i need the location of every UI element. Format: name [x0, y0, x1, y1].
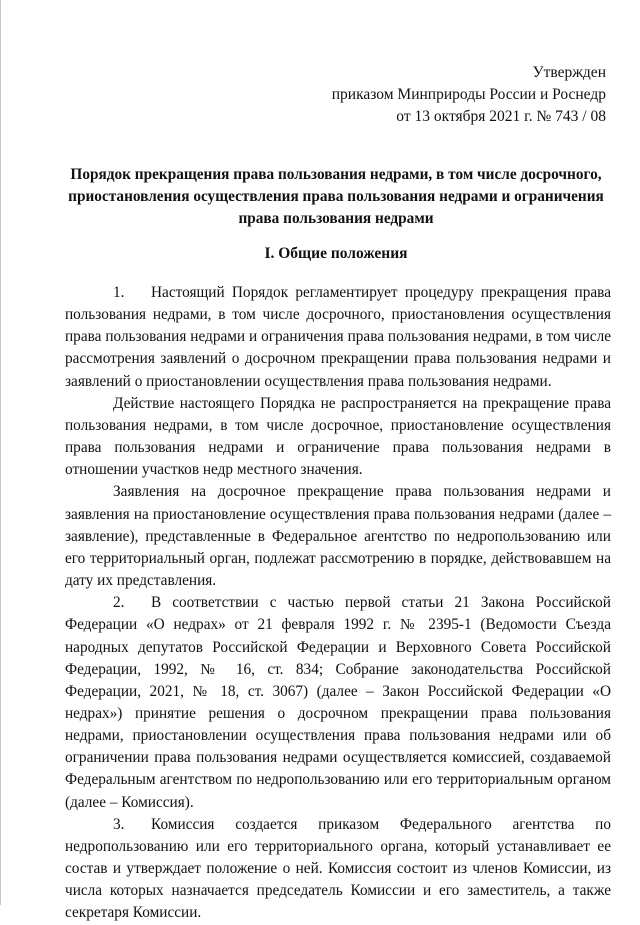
approval-line-order: приказом Минприроды России и Роснедр: [331, 86, 606, 103]
paragraph-1: [65, 282, 611, 393]
approval-stamp-block: [332, 62, 606, 128]
paragraph-number: 2.: [113, 594, 125, 612]
section-heading: I. Общие положения: [264, 245, 408, 262]
paragraph-1-continued-a: [65, 393, 611, 482]
paragraph-text: Заявления на досрочное прекращение права пользования недрами и заявления на приостановление осуществления права пользования недрами (далее – заявление), представленные в Федеральное агентство по недропользованию или его территориальный орган, подлежат рассмотрению в порядке, действовавшем на дату их представления.: [65, 483, 611, 590]
paragraph-text: Настоящий Порядок регламентирует процедуру прекращения права пользования недрами, в том числе досрочного, приостановления осуществления права пользования недрами и ограничения права пользования недрами, в том числе рассмотрения заявлений о досрочном прекращении права пользования недрами и заявлений о приостановлении осуществления права пользования недрами.: [65, 284, 611, 390]
paragraph-3: [65, 814, 611, 925]
paragraph-text: Комиссия создается приказом Федерального агентства по недропользованию или его территориального органа, который устанавливает ее состав и утверждает положение о ней. Комиссия состоит из членов Комиссии, из числа которых назначается председатель Комиссии и его заместитель, а также секретаря Комиссии.: [65, 815, 611, 922]
document-title-line-3: права пользования недрами: [238, 210, 434, 227]
approval-line-date: от 13 октября 2021 г. № 743 / 08: [396, 108, 606, 125]
paragraph-2: [65, 592, 611, 814]
document-title-line-2: приостановления осуществления права пользования недрами и ограничения: [68, 188, 604, 205]
paragraph-number: 3.: [113, 815, 125, 833]
document-body: [65, 282, 611, 925]
paragraph-1-continued-b: [65, 481, 611, 592]
approval-line-approved: Утвержден: [532, 64, 606, 81]
document-title: [61, 164, 611, 230]
paragraph-text: Действие настоящего Порядка не распространяется на прекращение права пользования недрами, в том числе досрочное, приостановление осуществления права пользования недрами и ограничение права пользования недрами в отношении участков недр местного значения.: [65, 394, 611, 479]
document-title-line-1: Порядок прекращения права пользования недрами, в том числе досрочного,: [70, 166, 602, 183]
paragraph-number: 1.: [113, 284, 125, 301]
paragraph-text: В соответствии с частью первой статьи 21 Закона Российской Федерации «О недрах» от 21 февраля 1992 г. № 2395-1 (Ведомости Съезда народных депутатов Российской Федерации и Верховного Совета Российской Федерации, 1992, № 16, ст. 834; Собрание законодательства Российской Федерации, 2021, № 18, ст. 3067) (далее – Закон Российской Федерации «О недрах») принятие решения о досрочном прекращении права пользования недрами, приостановлении осуществления права пользования недрами или об ограничении права пользования недрами осуществляется комиссией, создаваемой Федеральным агентством по недропользованию или его территориальным органом (далее – Комиссия).: [65, 594, 611, 811]
